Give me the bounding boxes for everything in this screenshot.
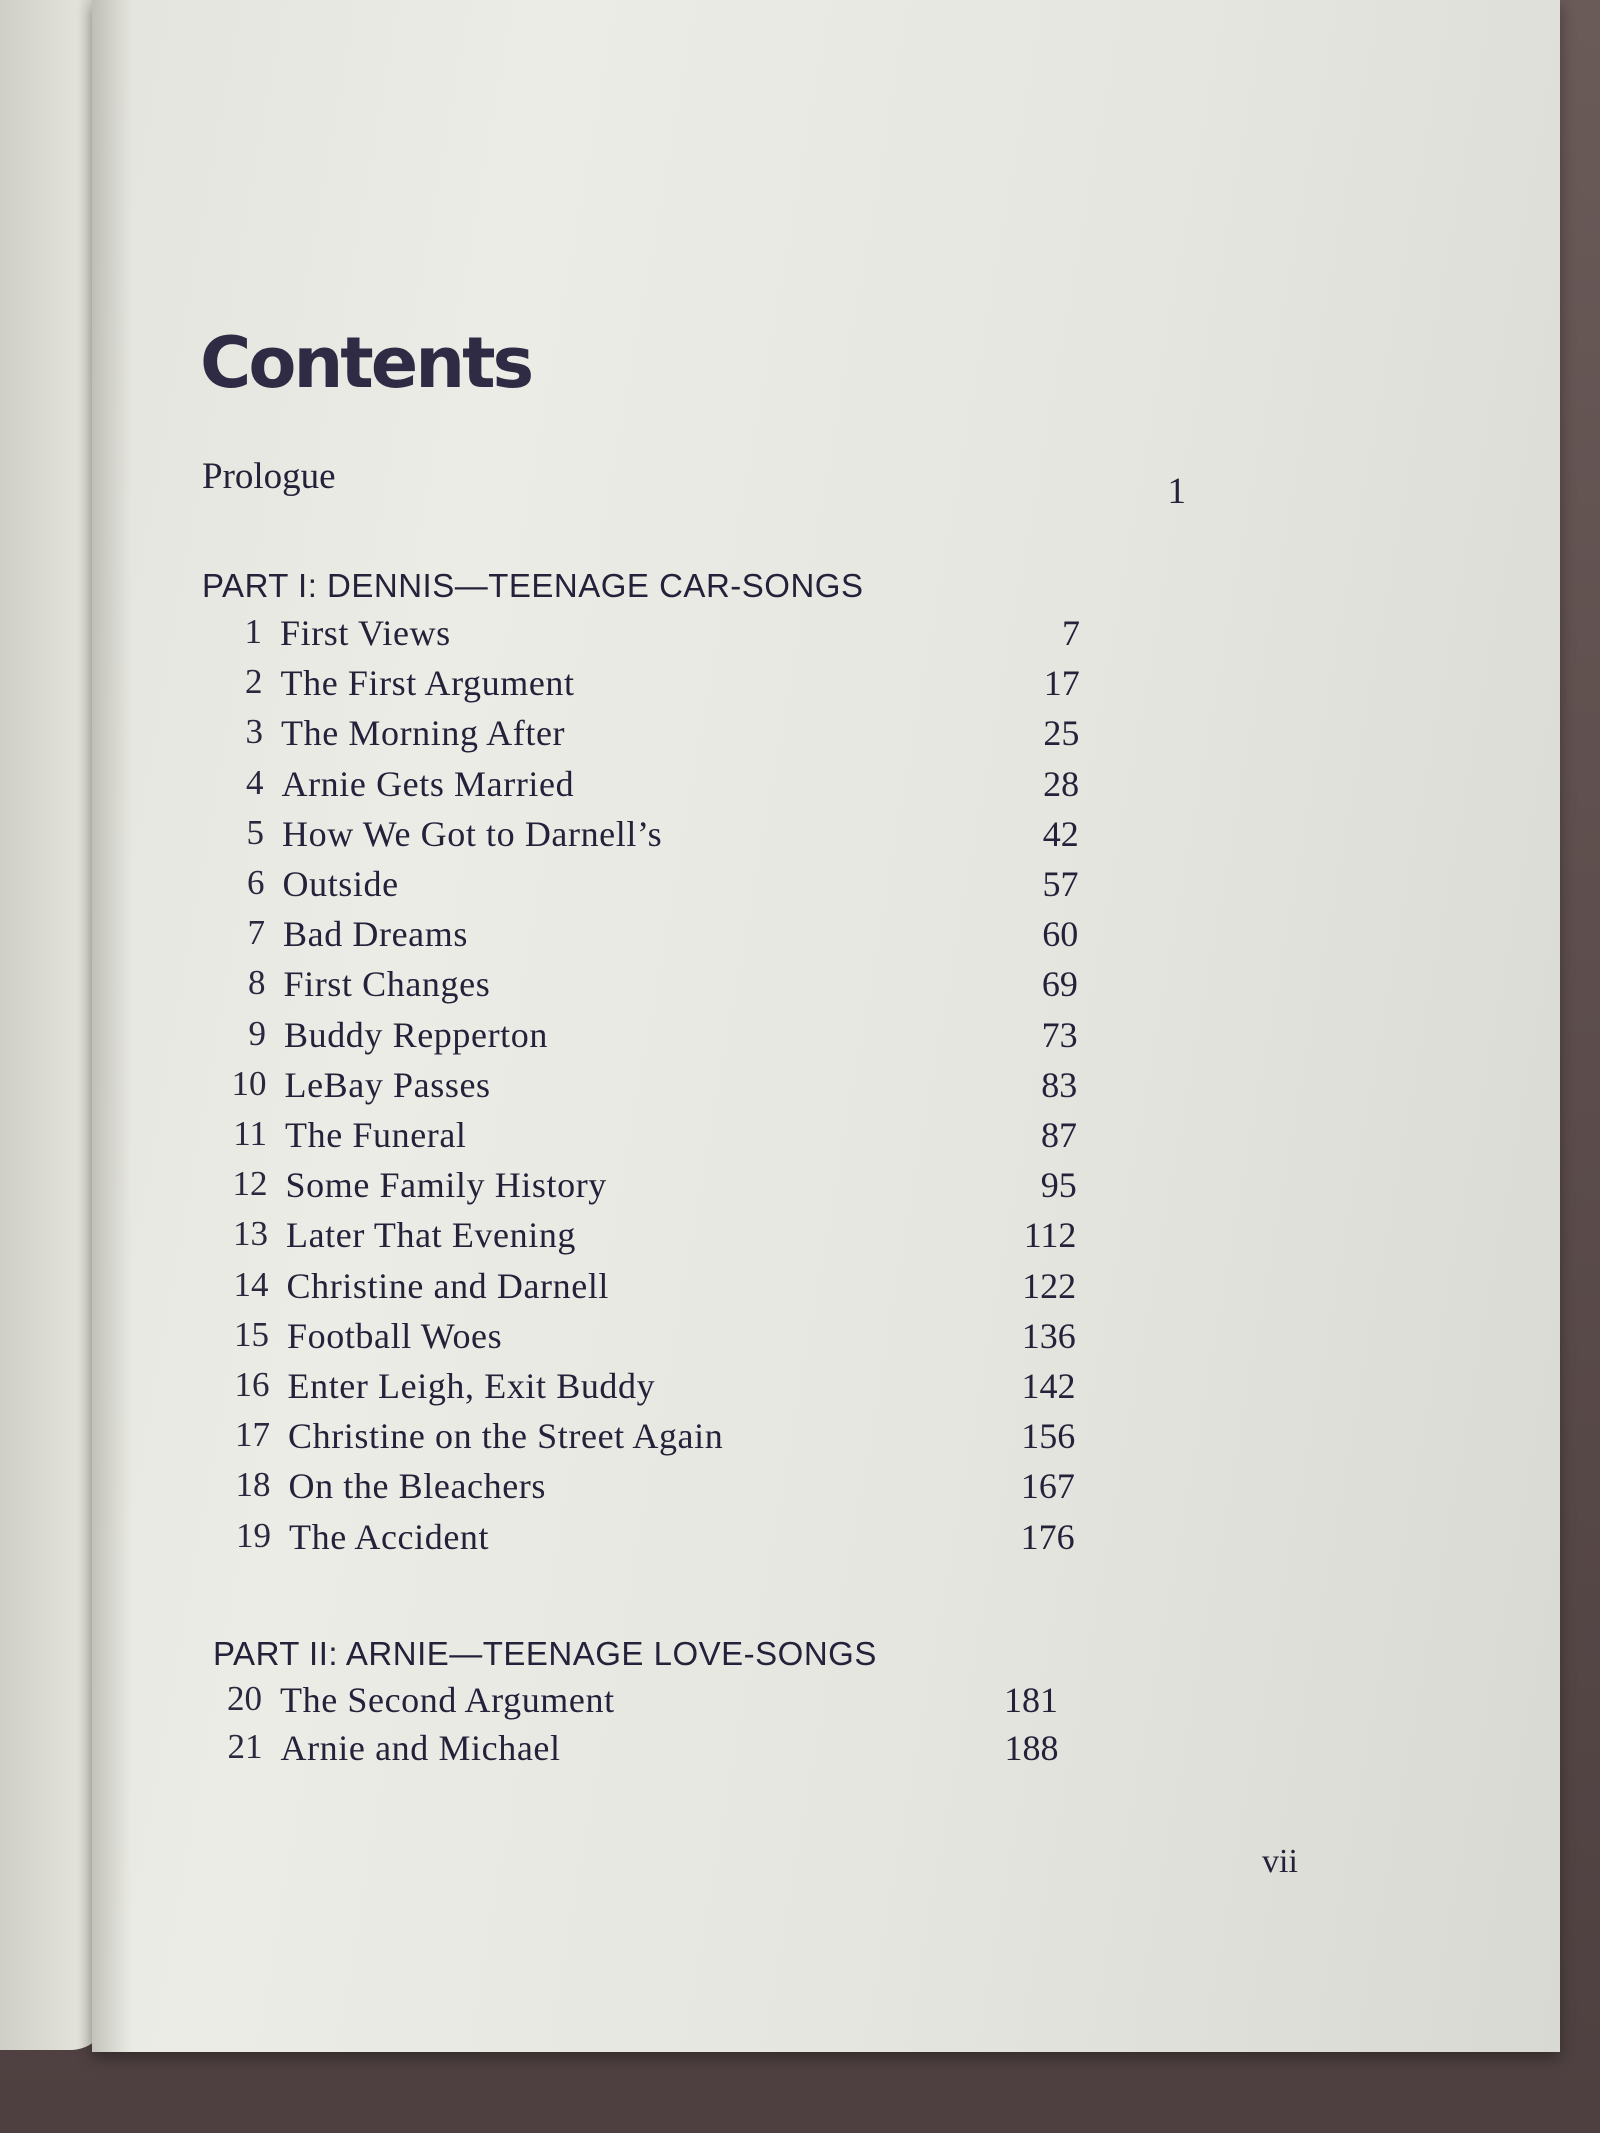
chapter-page-number: 7 [1062,613,1080,653]
toc-entry [185,1114,1185,1160]
chapter-number: 7 [247,913,265,953]
chapter-number: 19 [236,1515,271,1555]
chapter-title: On the Bleachers [288,1466,547,1507]
toc-entry [189,1516,1189,1562]
chapter-page-number: 28 [1043,763,1080,804]
toc-entry [184,963,1184,1009]
chapter-title: Christine on the Street Again [288,1416,724,1457]
toc-entry [180,1679,1180,1725]
chapter-title: LeBay Passes [284,1064,491,1105]
chapter-title: The Second Argument [280,1680,615,1720]
toc-entry [186,1164,1186,1210]
chapter-page-number: 95 [1040,1165,1077,1206]
chapter-number: 16 [234,1365,270,1404]
chapter-page-number: 69 [1041,964,1078,1005]
toc-entry [187,1315,1187,1361]
chapter-number: 12 [232,1164,268,1204]
chapter-page-number: 87 [1041,1115,1077,1155]
part-heading: PART I: DENNIS—TEENAGE CAR-SONGS [202,567,864,604]
part-heading: PART II: ARNIE—TEENAGE LOVE-SONGS [213,1635,877,1672]
chapter-title: First Changes [283,964,491,1005]
chapter-title: How We Got to Darnell’s [282,813,663,854]
toc-entry [181,712,1181,758]
chapter-page-number: 142 [1021,1366,1076,1406]
page-folio: vii [1262,1843,1298,1880]
chapter-page-number: 167 [1020,1466,1075,1507]
page-gutter-shadow [92,0,132,2052]
toc-entry [182,763,1182,809]
chapter-number: 11 [233,1114,267,1153]
chapter-title: The Funeral [285,1115,467,1155]
chapter-page-number: 42 [1042,813,1079,854]
chapter-number: 4 [246,762,264,802]
chapter-title: Buddy Repperton [284,1014,548,1055]
chapter-page-number: 57 [1042,864,1079,904]
chapter-number: 18 [235,1465,271,1505]
chapter-title: The First Argument [280,663,575,704]
chapter-page-number: 136 [1021,1315,1076,1356]
chapter-title: Later That Evening [286,1215,577,1256]
chapter-title: Christine and Darnell [286,1265,610,1306]
toc-entry [181,1727,1181,1773]
chapter-number: 3 [245,712,263,752]
chapter-page-number: 181 [1004,1680,1058,1720]
toc-entry [182,813,1182,859]
chapter-title: The Morning After [281,713,566,754]
chapter-title: Arnie and Michael [280,1728,561,1768]
chapter-number: 1 [244,612,262,651]
chapter-page-number: 112 [1023,1215,1077,1256]
chapter-title: Football Woes [287,1315,503,1356]
toc-entry [188,1365,1188,1411]
toc-entry [183,913,1183,959]
chapter-number: 13 [233,1214,268,1254]
toc-entry [187,1265,1187,1311]
toc-entry [185,1064,1185,1110]
chapter-title: Some Family History [285,1165,607,1206]
chapter-title: First Views [280,613,451,653]
chapter-page-number: 60 [1042,914,1079,955]
toc-entry [189,1465,1189,1511]
chapter-page-number: 17 [1043,663,1080,704]
chapter-number: 2 [245,662,263,702]
toc-entry [183,863,1183,909]
chapter-page-number: 122 [1022,1265,1077,1306]
chapter-number: 10 [231,1063,267,1103]
chapter-number: 9 [248,1013,266,1053]
chapter-number: 17 [235,1415,270,1455]
chapter-number: 15 [234,1314,269,1354]
chapter-page-number: 156 [1021,1416,1076,1457]
page-title: Contents [200,322,532,404]
prologue-page-number: 1 [1167,471,1186,512]
chapter-title: Enter Leigh, Exit Buddy [287,1366,656,1406]
toc-entry [180,612,1180,658]
chapter-title: Bad Dreams [283,914,468,955]
toc-entry [184,1014,1184,1060]
chapter-title: The Accident [289,1516,490,1557]
chapter-title: Outside [282,864,399,904]
chapter-page-number: 25 [1043,713,1080,754]
toc-entry [186,1214,1186,1260]
chapter-number: 21 [227,1727,263,1766]
toc-entry [188,1415,1188,1461]
chapter-page-number: 73 [1041,1014,1078,1055]
prologue-title: Prologue [202,456,336,497]
chapter-page-number: 176 [1020,1516,1075,1557]
chapter-number: 14 [233,1264,269,1304]
chapter-page-number: 83 [1041,1064,1078,1105]
chapter-title: Arnie Gets Married [281,763,575,804]
chapter-page-number: 188 [1004,1728,1059,1768]
chapter-number: 8 [248,963,266,1003]
chapter-number: 6 [247,863,265,902]
toc-entry [181,662,1181,708]
chapter-number: 20 [227,1679,262,1718]
chapter-number: 5 [246,812,264,852]
